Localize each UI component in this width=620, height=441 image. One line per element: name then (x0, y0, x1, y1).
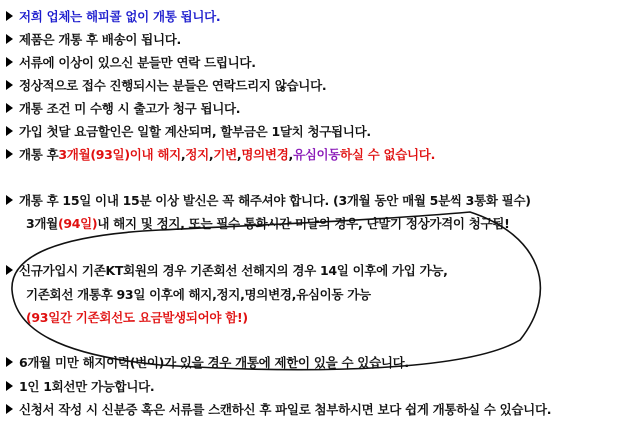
notice-line-5 (6, 98, 240, 118)
bullet-icon (6, 103, 13, 113)
notice-highlight: (94일) (57, 216, 98, 231)
notice-highlight: 하실 수 없습니다. (340, 147, 436, 162)
notice-text: 서류에 이상이 있으신 분들만 연락 드립니다. (19, 55, 256, 70)
notice-highlight: 명의변경 (241, 147, 289, 162)
bullet-icon (6, 57, 13, 67)
bullet-icon (6, 381, 13, 391)
notice-text: , (208, 146, 214, 162)
notice-line-1 (6, 6, 220, 26)
notice-line-3 (6, 52, 256, 72)
notice-text: 정상적으로 접수 진행되시는 분들은 연락드리지 않습니다. (19, 78, 327, 93)
notice-line-14 (6, 376, 154, 396)
bullet-icon (6, 34, 13, 44)
notice-line-4 (6, 75, 326, 95)
notice-line-11 (26, 284, 371, 304)
bullet-icon (6, 404, 13, 414)
bullet-icon (6, 126, 13, 136)
notice-text: 개통 후 (19, 147, 59, 162)
notice-highlight: 유심이동 (292, 147, 341, 162)
notice-text: 개통 조건 미 수행 시 출고가 청구 됩니다. (19, 101, 241, 116)
notice-text: 1인 1회선만 가능합니다. (19, 379, 155, 394)
notice-line-7 (6, 144, 435, 164)
notice-line-12 (26, 307, 248, 327)
notice-text: 가입 첫달 요금할인은 일할 계산되며, 할부금은 1달치 청구됩니다. (19, 124, 371, 139)
notice-line-2 (6, 29, 181, 49)
notice-line-8 (6, 190, 531, 210)
notice-line-10 (6, 260, 448, 280)
notice-text: 내 해지 및 정지, 또는 필수 통화시간 미달의 경우, 단말기 정상가격이 청구됨! (97, 216, 510, 231)
notice-highlight: 정지 (185, 147, 209, 162)
notice-text: 기존회선 개통후 93일 이후에 해지,정지,명의변경,유심이동 가능 (26, 287, 371, 302)
notice-text: 신규가입시 기존KT회원의 경우 기존회선 선해지의 경우 14일 이후에 가입 가능, (19, 263, 448, 278)
bullet-icon (6, 265, 13, 275)
notice-text: , (180, 146, 186, 162)
notice-text: 개통 후 15일 이내 15분 이상 발신은 꼭 해주셔야 합니다. (3개월 동안 매월 5분씩 3통화 필수) (19, 193, 531, 208)
notice-highlight: (93일간 기존회선도 요금발생되어야 함!) (26, 310, 248, 325)
notice-line-15 (6, 399, 551, 419)
notice-highlight: 3개월(93일)이내 해지 (58, 147, 181, 162)
notice-text: , (236, 146, 242, 162)
notice-text: , (288, 146, 293, 162)
notice-text: 3개월 (26, 216, 58, 231)
notice-line-6 (6, 121, 371, 141)
bullet-icon (6, 357, 13, 367)
notice-line-13 (6, 352, 409, 372)
bullet-icon (6, 195, 13, 205)
notice-text: 저희 업체는 해피콜 없이 개통 됩니다. (19, 9, 221, 24)
notice-text: 신청서 작성 시 신분증 혹은 서류를 스캔하신 후 파일로 첨부하시면 보다 쉽게 개통하실 수 있습니다. (19, 402, 552, 417)
notice-text: 제품은 개통 후 배송이 됩니다. (19, 32, 181, 47)
notice-text: 6개월 미만 해지이력(번이)가 있을 경우 개통에 제한이 있을 수 있습니다. (19, 355, 409, 370)
notice-line-9 (26, 213, 509, 233)
notice-highlight: 기변 (213, 147, 237, 162)
bullet-icon (6, 149, 13, 159)
bullet-icon (6, 11, 13, 21)
bullet-icon (6, 80, 13, 90)
